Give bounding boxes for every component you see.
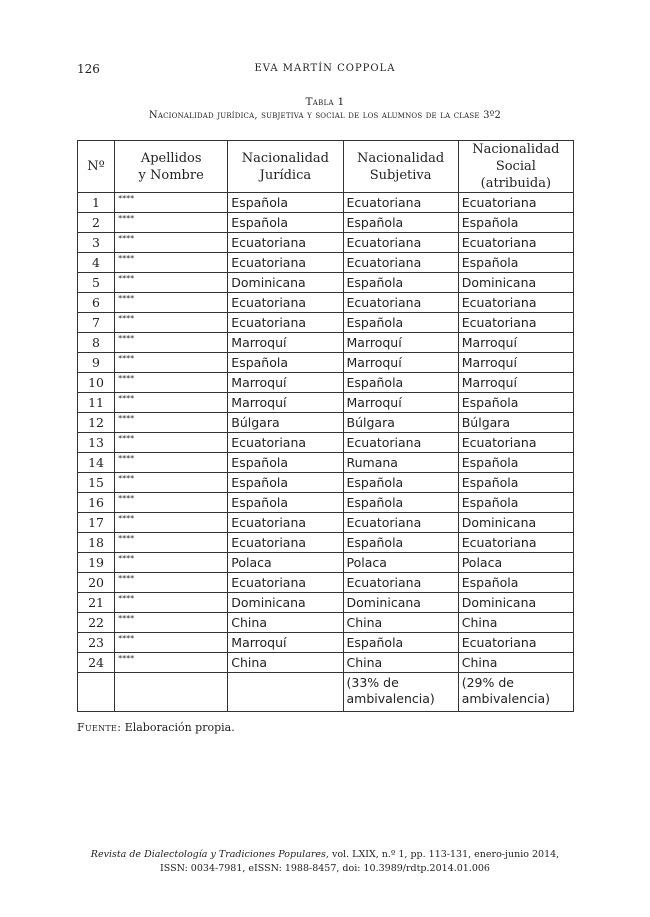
table-row [78, 593, 574, 613]
table-cell: 18 [78, 533, 115, 553]
column-header: Nacionalidad Subjetiva [343, 141, 458, 193]
table-cell: **** [115, 273, 228, 293]
page-number: 126 [77, 62, 100, 76]
table-cell: **** [115, 233, 228, 253]
table-cell: Ecuatoriana [458, 433, 573, 453]
table-cell: **** [115, 253, 228, 273]
summary-cell [78, 673, 115, 712]
table-cell: Dominicana [343, 593, 458, 613]
table-cell: Española [343, 533, 458, 553]
table-cell: 9 [78, 353, 115, 373]
table-cell: 11 [78, 393, 115, 413]
table-cell: Española [458, 213, 573, 233]
table-cell: Española [458, 493, 573, 513]
table-cell: **** [115, 433, 228, 453]
summary-row [78, 673, 574, 712]
table-cell: Polaca [458, 553, 573, 573]
table-cell: Española [458, 473, 573, 493]
table-cell: Polaca [228, 553, 343, 573]
table-row [78, 293, 574, 313]
table-cell: Española [343, 633, 458, 653]
table-cell: Marroquí [343, 393, 458, 413]
table-cell: 5 [78, 273, 115, 293]
table-cell: Ecuatoriana [343, 193, 458, 213]
table-row [78, 233, 574, 253]
table-cell: Española [228, 493, 343, 513]
table-cell: 14 [78, 453, 115, 473]
table-row [78, 613, 574, 633]
table-cell: **** [115, 633, 228, 653]
table-cell: Española [228, 353, 343, 373]
summary-cell [115, 673, 228, 712]
table-cell: Española [343, 473, 458, 493]
running-head: EVA MARTÍN COPPOLA [254, 63, 396, 74]
table-cell: Española [228, 213, 343, 233]
table-cell: Ecuatoriana [228, 253, 343, 273]
table-cell: **** [115, 393, 228, 413]
table-cell: Ecuatoriana [228, 573, 343, 593]
table-row [78, 473, 574, 493]
column-header: Nº [78, 141, 115, 193]
table-cell: 12 [78, 413, 115, 433]
table-cell: **** [115, 293, 228, 313]
table-row [78, 413, 574, 433]
table-cell: 21 [78, 593, 115, 613]
table-cell: Española [458, 393, 573, 413]
table-row [78, 353, 574, 373]
table-cell: **** [115, 653, 228, 673]
table-cell: Española [458, 253, 573, 273]
table-cell: Marroquí [228, 633, 343, 653]
table-cell: **** [115, 373, 228, 393]
page-footer [0, 848, 650, 876]
table-cell: 15 [78, 473, 115, 493]
table-cell: Búlgara [343, 413, 458, 433]
table-cell: China [458, 613, 573, 633]
table-cell: Ecuatoriana [343, 233, 458, 253]
table-cell: 16 [78, 493, 115, 513]
table-cell: Ecuatoriana [343, 433, 458, 453]
table-cell: Ecuatoriana [458, 193, 573, 213]
table-cell: 13 [78, 433, 115, 453]
table-cell: **** [115, 353, 228, 373]
table-caption: Nacionalidad jurídica, subjetiva y social de los alumnos de la clase 3º2 [148, 110, 502, 121]
table-cell: 7 [78, 313, 115, 333]
table-cell: Marroquí [458, 333, 573, 353]
source-label: Fuente: [77, 721, 122, 734]
table-cell: Ecuatoriana [228, 533, 343, 553]
table-cell: 6 [78, 293, 115, 313]
table-cell: Ecuatoriana [228, 513, 343, 533]
table-cell: Ecuatoriana [458, 293, 573, 313]
table-cell: Ecuatoriana [228, 293, 343, 313]
table-row [78, 333, 574, 353]
table-cell: Española [343, 213, 458, 233]
table-cell: Marroquí [343, 333, 458, 353]
table-row [78, 273, 574, 293]
table-row [78, 573, 574, 593]
table-cell: Marroquí [458, 353, 573, 373]
table-row [78, 533, 574, 553]
table-cell: **** [115, 193, 228, 213]
table-cell: **** [115, 473, 228, 493]
table-label: Tabla 1 [305, 96, 345, 108]
table-cell: Ecuatoriana [458, 313, 573, 333]
table-row [78, 393, 574, 413]
journal-citation: vol. LXIX, n.º 1, pp. 113-131, enero-junio 2014, [331, 849, 560, 860]
table-cell: 22 [78, 613, 115, 633]
table-row [78, 453, 574, 473]
table-row [78, 433, 574, 453]
table-cell: 17 [78, 513, 115, 533]
table-cell: 20 [78, 573, 115, 593]
table-cell: Ecuatoriana [458, 533, 573, 553]
table-cell: Española [228, 193, 343, 213]
table-cell: Ecuatoriana [343, 293, 458, 313]
table-row [78, 193, 574, 213]
table-cell: 4 [78, 253, 115, 273]
table-cell: Dominicana [228, 273, 343, 293]
table-cell: China [228, 613, 343, 633]
table-cell: **** [115, 333, 228, 353]
table-cell: China [343, 653, 458, 673]
table-cell: **** [115, 513, 228, 533]
table-row [78, 213, 574, 233]
table-cell: **** [115, 493, 228, 513]
table-cell: Ecuatoriana [458, 233, 573, 253]
table-cell: Ecuatoriana [458, 633, 573, 653]
table-cell: Dominicana [458, 593, 573, 613]
table-row [78, 633, 574, 653]
table-cell: 2 [78, 213, 115, 233]
table-cell: Marroquí [343, 353, 458, 373]
table-cell: Marroquí [228, 393, 343, 413]
table-row [78, 313, 574, 333]
summary-cell: (33% de ambivalencia) [343, 673, 458, 712]
table-cell: **** [115, 593, 228, 613]
table-cell: Española [343, 273, 458, 293]
table-cell: Española [458, 453, 573, 473]
table-cell: China [343, 613, 458, 633]
table-row [78, 493, 574, 513]
table-cell: Dominicana [458, 273, 573, 293]
table-cell: 19 [78, 553, 115, 573]
table-cell: Polaca [343, 553, 458, 573]
table-cell: 3 [78, 233, 115, 253]
column-header: Apellidos y Nombre [115, 141, 228, 193]
summary-cell [228, 673, 343, 712]
table-header-row [78, 141, 574, 193]
table-row [78, 553, 574, 573]
table-cell: Ecuatoriana [228, 433, 343, 453]
table-cell: Española [228, 453, 343, 473]
table-row [78, 513, 574, 533]
nationality-table [77, 140, 574, 712]
table-cell: **** [115, 413, 228, 433]
table-cell: Española [228, 473, 343, 493]
table-cell: Española [343, 313, 458, 333]
table-cell: Ecuatoriana [343, 573, 458, 593]
journal-title: Revista de Dialectología y Tradiciones Populares, [90, 849, 329, 860]
source-text: Elaboración propia. [124, 721, 235, 734]
table-cell: Rumana [343, 453, 458, 473]
table-cell: Española [343, 373, 458, 393]
table-cell: **** [115, 553, 228, 573]
table-cell: Ecuatoriana [343, 513, 458, 533]
table-cell: Ecuatoriana [343, 253, 458, 273]
table-cell: 23 [78, 633, 115, 653]
table-source [77, 721, 235, 734]
table-cell: 1 [78, 193, 115, 213]
table-cell: **** [115, 313, 228, 333]
journal-identifiers: ISSN: 0034-7981, eISSN: 1988-8457, doi: 10.3989/rdtp.2014.01.006 [160, 863, 490, 874]
table-cell: **** [115, 613, 228, 633]
table-cell: Dominicana [228, 593, 343, 613]
table-cell: Ecuatoriana [228, 313, 343, 333]
table-row [78, 253, 574, 273]
table-cell: Ecuatoriana [228, 233, 343, 253]
table-cell: Marroquí [228, 333, 343, 353]
table-row [78, 653, 574, 673]
table-row [78, 373, 574, 393]
table-cell: **** [115, 453, 228, 473]
table-cell: Marroquí [228, 373, 343, 393]
column-header: Nacionalidad Jurídica [228, 141, 343, 193]
column-header: Nacionalidad Social (atribuida) [458, 141, 573, 193]
table-cell: Marroquí [458, 373, 573, 393]
table-cell: Dominicana [458, 513, 573, 533]
table-cell: Búlgara [458, 413, 573, 433]
table-cell: **** [115, 533, 228, 553]
summary-cell: (29% de ambivalencia) [458, 673, 573, 712]
table-cell: China [458, 653, 573, 673]
table-cell: 10 [78, 373, 115, 393]
table-cell: Búlgara [228, 413, 343, 433]
table-cell: Española [458, 573, 573, 593]
table-cell: 8 [78, 333, 115, 353]
table-cell: 24 [78, 653, 115, 673]
table-cell: **** [115, 213, 228, 233]
table-cell: **** [115, 573, 228, 593]
table-cell: Española [343, 493, 458, 513]
table-cell: China [228, 653, 343, 673]
